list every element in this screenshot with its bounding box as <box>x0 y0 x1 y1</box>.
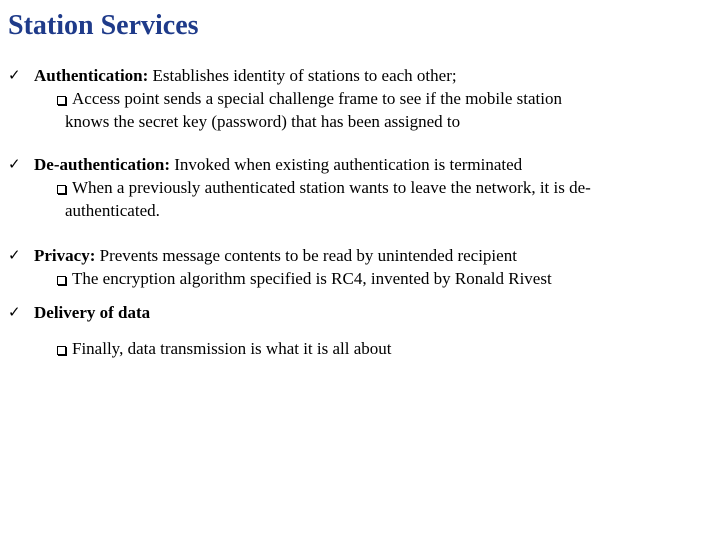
sub-item-line: authenticated. <box>65 201 160 220</box>
item-term: De-authentication: <box>34 155 170 174</box>
page-title: Station Services <box>8 10 199 41</box>
square-bullet-icon <box>57 276 66 285</box>
checkmark-icon: ✓ <box>8 68 21 84</box>
sub-item-line: The encryption algorithm specified is RC4, invented by Ronald Rivest <box>72 269 552 288</box>
checkmark-icon: ✓ <box>8 305 21 321</box>
item-term: Authentication: <box>34 66 149 85</box>
checkmark-icon: ✓ <box>8 248 21 264</box>
item-text: Prevents message contents to be read by unintended recipient <box>95 246 517 265</box>
square-bullet-icon <box>57 346 66 355</box>
item-text: Establishes identity of stations to each other; <box>148 66 457 85</box>
list-item <box>34 302 150 324</box>
item-term: Delivery of data <box>34 303 151 322</box>
item-text: Invoked when existing authentication is terminated <box>169 155 523 174</box>
sub-item-line: When a previously authenticated station wants to leave the network, it is de- <box>72 178 591 197</box>
sub-item-line: Finally, data transmission is what it is all about <box>72 339 392 358</box>
sub-item-line: knows the secret key (password) that has been assigned to <box>65 112 461 131</box>
square-bullet-icon <box>57 96 66 105</box>
sub-item-line: Access point sends a special challenge frame to see if the mobile station <box>72 89 563 108</box>
list-item <box>34 65 457 87</box>
square-bullet-icon <box>57 185 66 194</box>
item-term: Privacy: <box>34 246 96 265</box>
checkmark-icon: ✓ <box>8 157 21 173</box>
list-item <box>34 154 522 176</box>
list-item <box>34 245 517 267</box>
